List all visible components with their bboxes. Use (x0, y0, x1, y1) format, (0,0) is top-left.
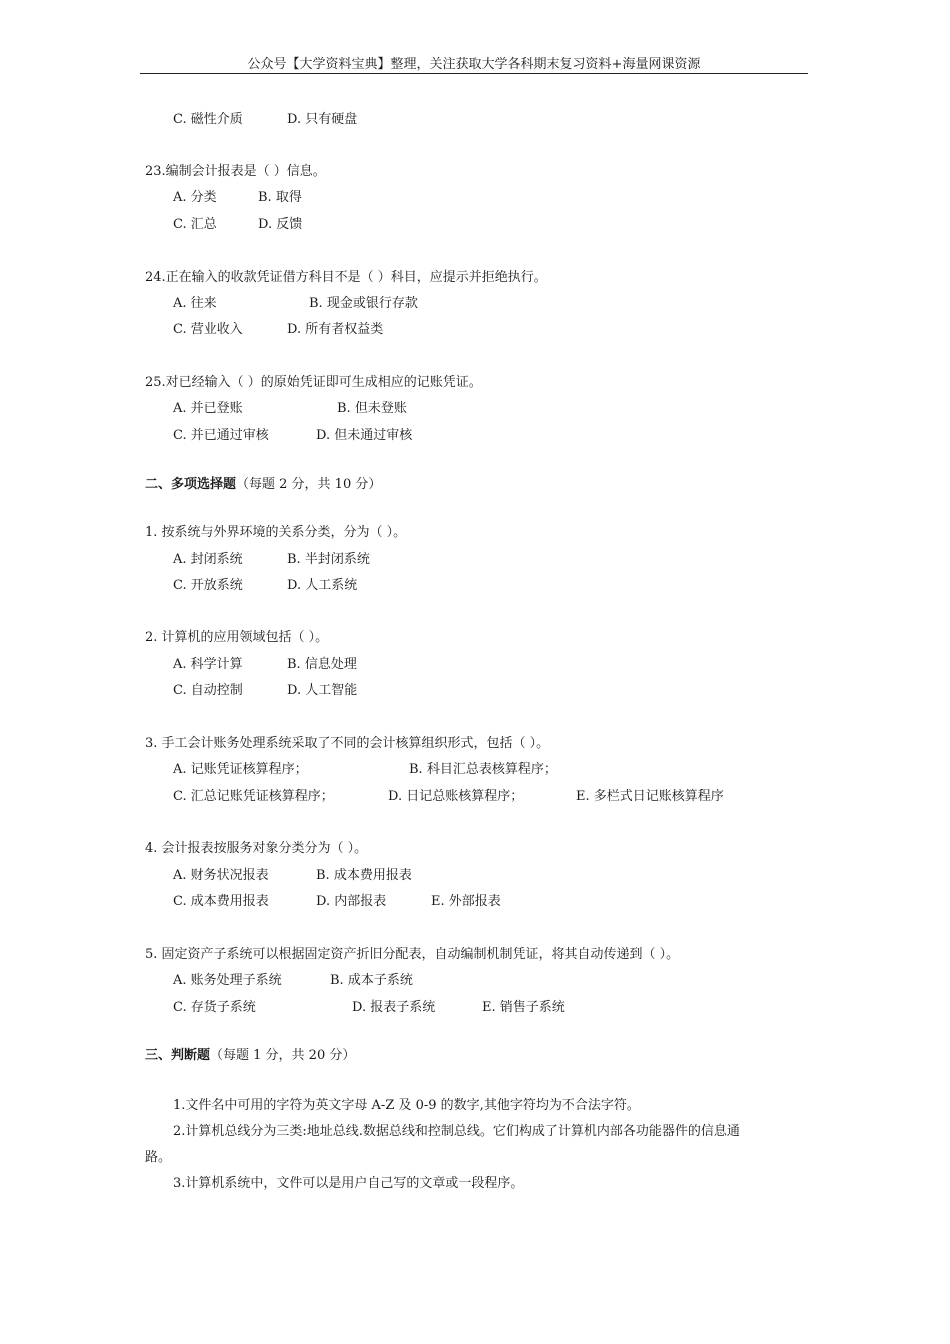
q24-option-c: C. 营业收入 (173, 322, 243, 337)
m2-option-d: D. 人工智能 (287, 683, 358, 698)
m3-option-a: A. 记账凭证核算程序； (173, 762, 308, 777)
judgement-2-line-1: 2.计算机总线分为三类:地址总线.数据总线和控制总线。它们构成了计算机内部各功能器件的信息通 (173, 1124, 740, 1139)
q24-stem: 24.正在输入的收款凭证借方科目不是（ ）科目，应提示并拒绝执行。 (145, 270, 547, 285)
m1-option-d: D. 人工系统 (287, 578, 358, 593)
q25-option-d: D. 但未通过审核 (316, 428, 413, 443)
m2-option-c: C. 自动控制 (173, 683, 243, 698)
m2-stem: 2. 计算机的应用领域包括（ ）。 (145, 630, 329, 645)
m4-option-d: D. 内部报表 (316, 894, 387, 909)
m5-option-a: A. 账务处理子系统 (173, 973, 282, 988)
m4-option-e: E. 外部报表 (431, 894, 501, 909)
judgement-2-line-2: 路。 (145, 1150, 172, 1165)
q25-option-c: C. 并已通过审核 (173, 428, 269, 443)
q24-option-b: B. 现金或银行存款 (309, 296, 418, 311)
m2-option-a: A. 科学计算 (173, 657, 243, 672)
q22-option-c: C. 磁性介质 (173, 112, 243, 127)
q23-option-d: D. 反馈 (258, 217, 303, 232)
m1-stem: 1. 按系统与外界环境的关系分类，分为（ ）。 (145, 525, 407, 540)
m1-option-a: A. 封闭系统 (173, 552, 243, 567)
q23-option-b: B. 取得 (258, 190, 302, 205)
q24-option-d: D. 所有者权益类 (287, 322, 384, 337)
m5-option-e: E. 销售子系统 (482, 1000, 565, 1015)
m2-option-b: B. 信息处理 (287, 657, 357, 672)
m3-option-b: B. 科目汇总表核算程序； (409, 762, 557, 777)
page-header: 公众号【大学资料宝典】整理，关注获取大学各科期末复习资料+海量网课资源 (140, 58, 808, 74)
m3-option-d: D. 日记总账核算程序； (388, 789, 524, 804)
section-2-title: 二、多项选择题 (145, 477, 237, 492)
section-3-note: （每题 1 分，共 20 分） (210, 1048, 356, 1063)
m4-stem: 4. 会计报表按服务对象分类分为（ ）。 (145, 841, 368, 856)
m4-option-b: B. 成本费用报表 (316, 868, 412, 883)
m4-option-c: C. 成本费用报表 (173, 894, 269, 909)
m5-option-b: B. 成本子系统 (330, 973, 413, 988)
section-2-heading (145, 477, 381, 493)
section-2-note: （每题 2 分，共 10 分） (236, 477, 382, 492)
section-3-title: 三、判断题 (145, 1048, 211, 1063)
judgement-3: 3.计算机系统中，文件可以是用户自己写的文章或一段程序。 (173, 1176, 524, 1191)
m1-option-c: C. 开放系统 (173, 578, 243, 593)
m5-stem: 5. 固定资产子系统可以根据固定资产折旧分配表，自动编制机制凭证，将其自动传递到（ ）。 (145, 947, 680, 962)
q25-option-a: A. 并已登账 (173, 401, 243, 416)
m3-option-c: C. 汇总记账凭证核算程序； (173, 789, 334, 804)
judgement-1: 1.文件名中可用的字符为英文字母 A-Z 及 0-9 的数字,其他字符均为不合法字符。 (173, 1098, 640, 1113)
m3-stem: 3. 手工会计账务处理系统采取了不同的会计核算组织形式，包括（ ）。 (145, 736, 550, 751)
m1-option-b: B. 半封闭系统 (287, 552, 370, 567)
q24-option-a: A. 往来 (173, 296, 217, 311)
q23-option-a: A. 分类 (173, 190, 217, 205)
q25-option-b: B. 但未登账 (337, 401, 407, 416)
m5-option-d: D. 报表子系统 (352, 1000, 436, 1015)
q23-stem: 23.编制会计报表是（ ）信息。 (145, 164, 326, 179)
q23-option-c: C. 汇总 (173, 217, 217, 232)
m5-option-c: C. 存货子系统 (173, 1000, 256, 1015)
m3-option-e: E. 多栏式日记账核算程序 (576, 789, 724, 804)
q22-option-d: D. 只有硬盘 (287, 112, 358, 127)
section-3-heading (145, 1048, 355, 1064)
m4-option-a: A. 财务状况报表 (173, 868, 269, 883)
q25-stem: 25.对已经输入（ ）的原始凭证即可生成相应的记账凭证。 (145, 375, 482, 390)
